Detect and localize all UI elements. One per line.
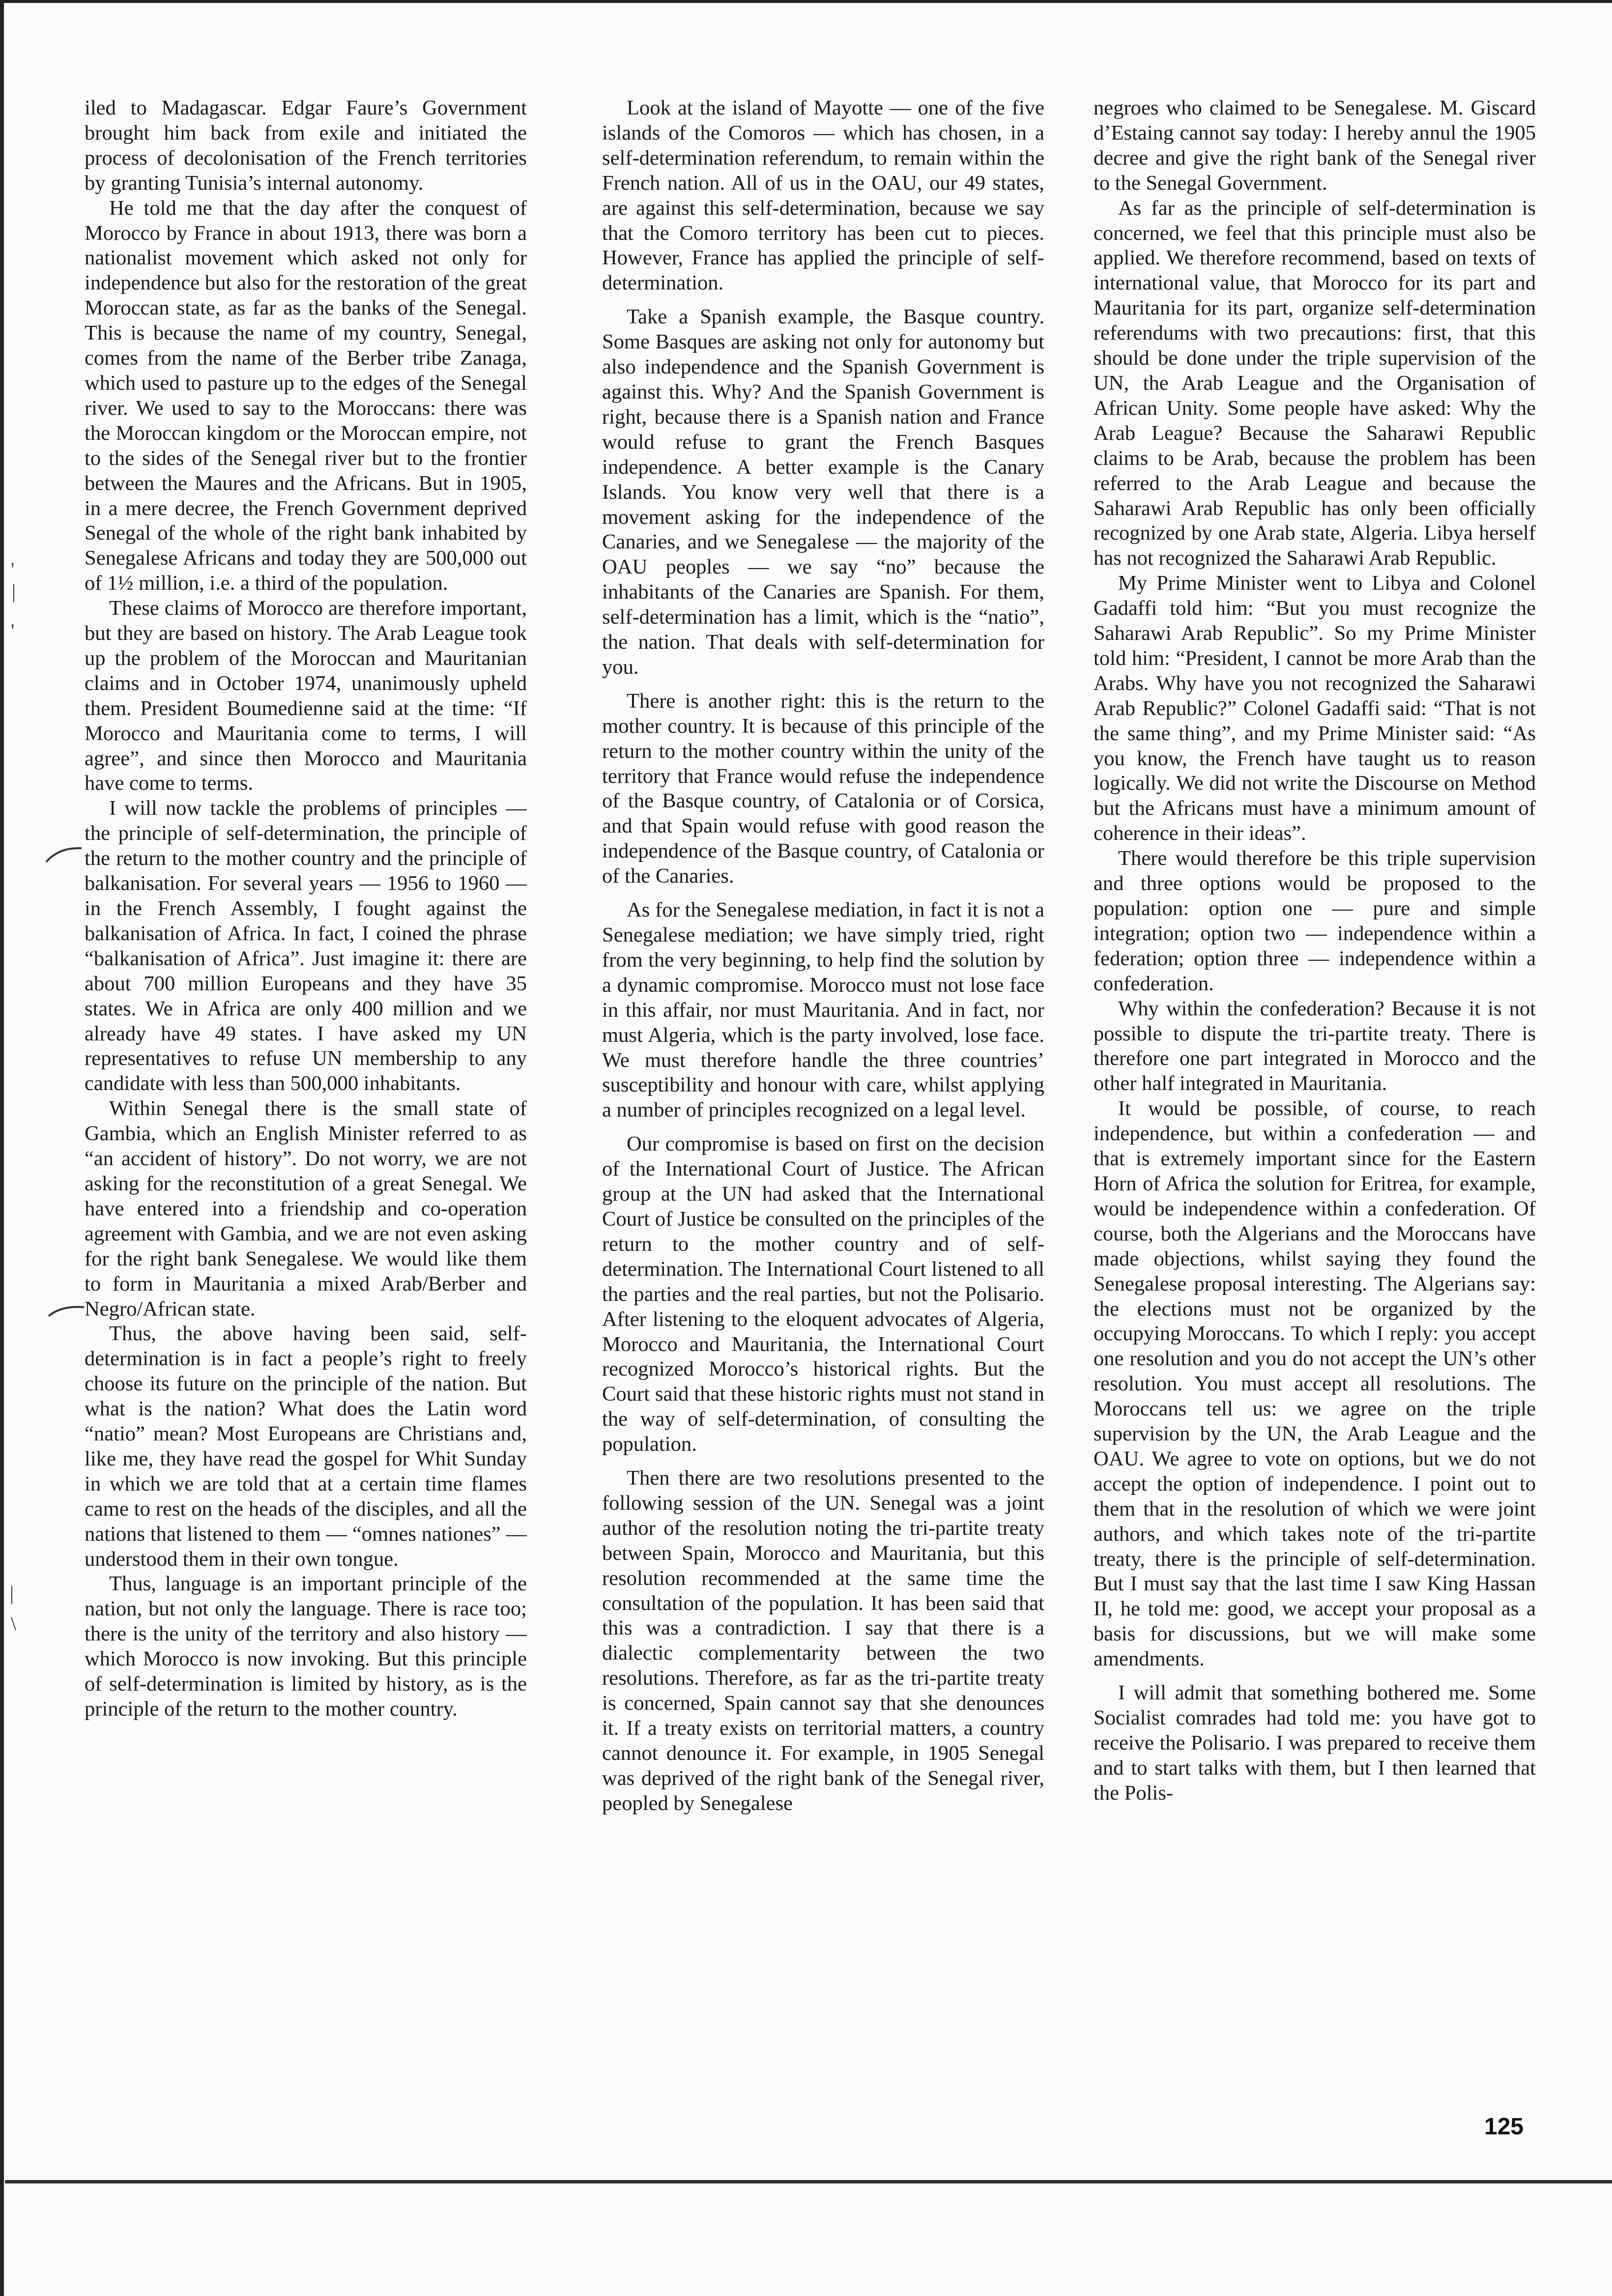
margin-annotation-mark: | [10, 1582, 14, 1604]
paragraph: iled to Madagascar. Edgar Faure’s Government brought him back from exile and initiated the process of decolonisation of the French territories by granting Tunisia’s internal autonomy. [85, 96, 527, 195]
paragraph: Within Senegal there is the small state of Gambia, which an English Minister referred to as “an accident of history”. Do not worry, we are not asking for the reconstitution of a great Senegal. We have entered into a friendship and co-operation agreement with Gambia, and we are not even asking for the right bank Senegalese. We would like them to form in Mauritania a mixed Arab/Berber and Negro/African state. [85, 1097, 527, 1320]
paragraph: I will now tackle the problems of principles — the principle of self-determination, the principle of the return to the mother country and the principle of balkanisation. For several years — 1956 to 1960 — in the French Assembly, I fought against the balkanisation of Africa. In fact, I coined the phrase “balkanisation of Africa”. Just imagine it: there are about 700 million Europeans and they have 35 states. We in Africa are only 400 million and we already have 49 states. I have asked my UN representatives to refuse UN membership to any candidate with less than 500,000 inhabitants. [85, 797, 527, 1095]
margin-annotation-mark: \ [11, 1612, 17, 1635]
paragraph: There would therefore be this triple supervision and three options would be proposed to the population: option one — pure and simple integration; option two — independence within a federation; option three — independence within a confederation. [1094, 847, 1536, 995]
paragraph: Thus, language is an important principle of the nation, but not only the language. There is race too; there is the unity of the territory and also history — which Morocco is now invoking. But this principle of self-determination is limited by history, as is the principle of the return to the mother country. [85, 1572, 527, 1721]
paragraph: I will admit that something bothered me. Some Socialist comrades had told me: you have got to receive the Polisario. I was prepared to receive them and to start talks with them, but I then learned that the Polis- [1094, 1681, 1536, 1805]
paragraph: Then there are two resolutions presented to the following session of the UN. Senegal was a joint author of the resolution noting the tri-partite treaty between Spain, Morocco and Mauritania, but this resolution recommended at the same time the consultation of the population. It has been said that this was a contradiction. I say that there is a dialectic complementarity between the two resolutions. Therefore, as far as the tri-partite treaty is concerned, Spain cannot say that she denounces it. If a treaty exists on territorial matters, a country cannot denounce it. For example, in 1905 Senegal was deprived of the right bank of the Senegal river, peopled by Senegalese [602, 1466, 1044, 1815]
margin-annotation-mark: ' [11, 620, 15, 642]
margin-annotation-mark: | [12, 580, 16, 603]
margin-annotation-mark: ' [11, 558, 15, 580]
paragraph: Thus, the above having been said, self-determination is in fact a people’s right to freely choose its future on the principle of the nation. But what is the nation? What does the Latin word “natio” mean? Most Europeans are Christians and, like me, they have read the gospel for Whit Sunday in which we are told that at a certain time flames came to rest on the heads of the disciples, and all the nations that listened to them — “omnes nationes” — understood them in their own tongue. [85, 1322, 527, 1571]
paragraph: My Prime Minister went to Libya and Colonel Gadaffi told him: “But you must recognize the Saharawi Arab Republic”. So my Prime Minister told him: “President, I cannot be more Arab than the Arabs. Why have you not recognized the Saharawi Arab Republic?” Colonel Gadaffi said: “That is not the same thing”, and my Prime Minister said: “As you know, the French have taught us to reason logically. We did not write the Discourse on Method but the Africans must have a minimum amount of coherence in their ideas”. [1094, 572, 1536, 845]
paragraph: Take a Spanish example, the Basque country. Some Basques are asking not only for autonomy but also independence and the Spanish Government is against this. Why? And the Spanish Government is right, because there is a Spanish nation and France would refuse to grant the French Basques independence. A better example is the Canary Islands. You know very well that there is a movement asking for the independence of the Canaries, and we Senegalese — the majority of the OAU peoples — we say “no” because the inhabitants of the Canaries are Spanish. For them, self-determination has a limit, which is the “natio”, the nation. That deals with self-determination for you. [602, 305, 1044, 679]
paragraph: negroes who claimed to be Senegalese. M. Giscard d’Estaing cannot say today: I hereby annul the 1905 decree and give the right bank of the Senegal river to the Senegal Government. [1094, 96, 1536, 195]
paragraph: These claims of Morocco are therefore important, but they are based on history. The Arab League took up the problem of the Moroccan and Mauritanian claims and in October 1974, unanimously upheld them. President Boumedienne said at the time: “If Morocco and Mauritania come to terms, I will agree”, and since then Morocco and Mauritania have come to terms. [85, 597, 527, 795]
margin-pen-stroke [44, 845, 84, 865]
paragraph: As far as the principle of self-determination is concerned, we feel that this principle must also be applied. We therefore recommend, based on texts of international value, that Morocco for its part and Mauritania for its part, organize self-determination referendums with two precautions: first, that this should be done under the triple supervision of the UN, the Arab League and the Organisation of African Unity. Some people have asked: Why the Arab League? Because the Saharawi Republic claims to be Arab, because the problem has been referred to the Arab League and because the Saharawi Arab Republic has only been officially recognized by one Arab state, Algeria. Libya herself has not recognized the Saharawi Arab Republic. [1094, 196, 1536, 570]
footer-rule [5, 2180, 1612, 2183]
paragraph: There is another right: this is the return to the mother country. It is because of this principle of the return to the mother country within the unity of the territory that France would refuse the independence of the Basque country, of Catalonia or of Corsica, and that Spain would refuse with good reason the independence of the Basque country, of Catalonia or of the Canaries. [602, 689, 1044, 888]
text-column-2 [602, 96, 1044, 2086]
page-number: 125 [1484, 2114, 1524, 2140]
text-column-3 [1094, 96, 1536, 2086]
page-left-border [0, 0, 4, 2296]
text-column-1 [85, 96, 527, 2086]
paragraph: As for the Senegalese mediation, in fact it is not a Senegalese mediation; we have simply tried, right from the very beginning, to help find the solution by a dynamic compromise. Morocco must not lose face in this affair, nor must Mauritania. And in fact, nor must Algeria, which is the party involved, lose face. We must therefore handle the three countries’ susceptibility and honour with care, whilst applying a number of principles recognized on a legal level. [602, 898, 1044, 1122]
paragraph: It would be possible, of course, to reach independence, but within a confederation — and that is extremely important since for the Eastern Horn of Africa the solution for Eritrea, for example, would be independence within a confederation. Of course, both the Algerians and the Moroccans have made objections, whilst saying they found the Senegalese proposal interesting. The Algerians say: the elections must not be organized by the occupying Moroccans. To which I reply: you accept one resolution and you do not accept the UN’s other resolution. You must accept all resolutions. The Moroccans tell us: we agree on the triple supervision by the UN, the Arab League and the OAU. We agree to vote on options, but we do not accept the option of independence. I point out to them that in the resolution of which we were joint authors, and which takes note of the tri-partite treaty, there is the principle of self-determination. But I must say that the last time I saw King Hassan II, he told me: good, we accept your proposal as a basis for discussions, but we will make some amendments. [1094, 1097, 1536, 1671]
page-top-border [0, 0, 1612, 3]
paragraph: Why within the confederation? Because it is not possible to dispute the tri-partite treaty. There is therefore one part integrated in Morocco and the other half integrated in Mauritania. [1094, 997, 1536, 1095]
paragraph: Our compromise is based on first on the decision of the International Court of Justice. The African group at the UN had asked that the International Court of Justice be consulted on the principles of the return to the mother country and of self-determination. The International Court listened to all the parties and the real parties, but not the Polisario. After listening to the eloquent advocates of Algeria, Morocco and Mauritania, the International Court recognized Morocco’s historical rights. But the Court said that these historic rights must not stand in the way of self-determination, of consulting the population. [602, 1132, 1044, 1456]
paragraph: Look at the island of Mayotte — one of the five islands of the Comoros — which has chosen, in a self-determination referendum, to remain within the French nation. All of us in the OAU, our 49 states, are against this self-determination, because we say that the Comoro territory has been cut to pieces. However, France has applied the principle of self-determination. [602, 96, 1044, 295]
margin-pen-stroke [47, 1302, 86, 1322]
paragraph: He told me that the day after the conquest of Morocco by France in about 1913, there was born a nationalist movement which asked not only for independence but also for the restoration of the great Moroccan state, as far as the banks of the Senegal. This is because the name of my country, Senegal, comes from the name of the Berber tribe Zanaga, which used to pasture up to the edges of the Senegal river. We used to say to the Moroccans: there was the Moroccan kingdom or the Moroccan empire, not to the sides of the Senegal river but to the frontier between the Maures and the Africans. But in 1905, in a mere decree, the French Government deprived Senegal of the whole of the right bank inhabited by Senegalese Africans and today they are 500,000 out of 1½ million, i.e. a third of the population. [85, 196, 527, 595]
